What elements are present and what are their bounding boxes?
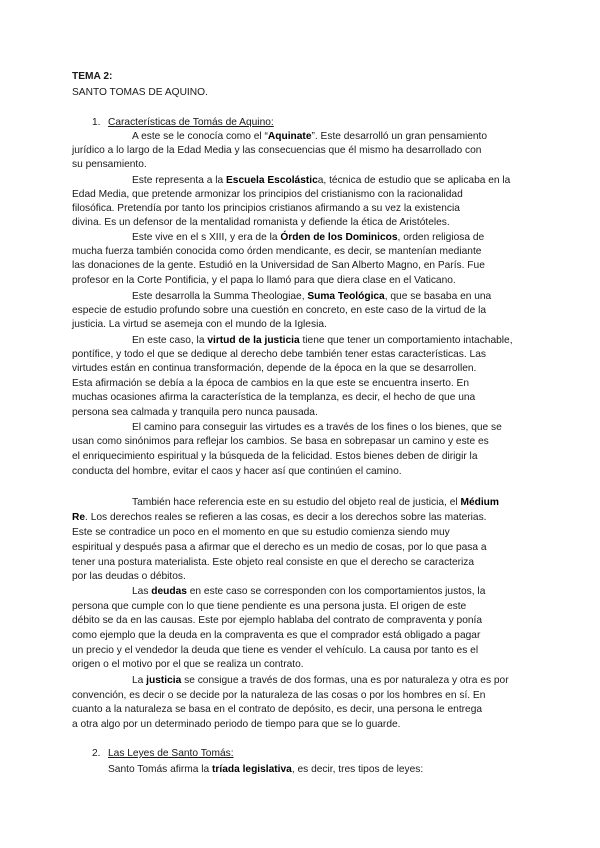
paragraph-line: débito se da en las causas. Este por ejemplo hablaba del contrato de compraventa y ponía [72,615,483,626]
paragraph-line: A este se le conocía como el “Aquinate”. Este desarrolló un gran pensamiento [132,131,488,142]
paragraph-line: conducta del hombre, evitar el caos y hacer así que continúen el camino. [72,466,402,477]
paragraph-line: Las deudas en este caso se corresponden con los comportamientos justos, la [132,586,486,597]
paragraph-line: especie de estudio profundo sobre una cuestión en concreto, en este caso de la virtud de la [72,305,487,316]
paragraph-line: a otra algo por un determinado periodo de tiempo para que se lo guarde. [72,719,401,730]
paragraph-line: Re. Los derechos reales se refieren a las cosas, es decir a los derechos sobre las materias. [72,512,487,523]
tema-heading: TEMA 2: [72,71,113,82]
section-1-number: 1. [92,117,101,128]
paragraph-line: El camino para conseguir las virtudes es a través de los fines o los bienes, que se [132,422,502,433]
paragraph-line: Esta afirmación se debía a la época de cambios en la que este se encuentra inserto. En [72,378,469,389]
paragraph-line: como ejemplo que la deuda en la compraventa es que el comprador está obligado a pagar [72,630,481,641]
paragraph-line: En este caso, la virtud de la justicia tiene que tener un comportamiento intachable, [132,335,513,346]
paragraph-line: profesor en la Corte Pontificia, y el papa lo llamó para que diera clase en el Vaticano. [72,275,456,286]
paragraph-line: pontífice, y todo el que se dedique al derecho debe también tener estas características. Las [72,349,486,360]
paragraph-line: persona sea calmada y tranquila pero nunca pausada. [72,407,318,418]
paragraph-line: virtudes están en continua transformación, depende de la época en la que se desarrollen. [72,363,477,374]
paragraph-line: Edad Media, que pretende armonizar los principios del cristianismo con la racionalidad [72,189,463,200]
section-1-heading: Características de Tomás de Aquino: [108,117,274,128]
paragraph-line: espiritual y después pasa a afirmar que el derecho es un medio de cosas, por lo que pasa a [72,542,487,553]
paragraph-line: filosófica. Pretendía por tanto los principios cristianos afirmando a su vez la existencia [72,203,460,214]
paragraph-line: muchas ocasiones afirma la característica de la templanza, es decir, el hecho de que una [72,392,476,403]
paragraph-line: Este desarrolla la Summa Theologiae, Suma Teológica, que se basaba en una [132,291,492,302]
section-2-heading: Las Leyes de Santo Tomás: [108,748,234,759]
paragraph-line: mucha fuerza también conocida como órden mendicante, es decir, se mantenían mediante [72,246,482,257]
paragraph-line: Este vive en el s XIII, y era de la Órden de los Dominicos, orden religiosa de [132,232,485,243]
paragraph-line: las donaciones de la gente. Estudió en la Universidad de San Alberto Magno, en París. Fue [72,260,485,271]
paragraph-line: el enriquecimiento espiritual y la búsqueda de la felicidad. Estos bienes deben de dirigir la [72,451,478,462]
paragraph-line: La justicia se consigue a través de dos formas, una es por naturaleza y otra es por [132,675,509,686]
paragraph-line: cuanto a la naturaleza se basa en el contrato de depósito, es decir, una persona le entrega [72,704,483,715]
document-subtitle: SANTO TOMAS DE AQUINO. [72,87,208,98]
paragraph-line: divina. Es un defensor de la mentalidad romanista y defiende la ética de Aristóteles. [72,217,450,228]
paragraph-line: por las deudas o débitos. [72,571,186,582]
paragraph-line: jurídico a lo largo de la Edad Media y las consecuencias que él mismo ha desarrollado con [72,145,482,156]
paragraph-line: usan como sinónimos para reflejar los cambios. Se basa en sobrepasar un camino y este es [72,436,489,447]
paragraph-line: origen o el motivo por el que se realiza un contrato. [72,659,304,670]
paragraph-line: También hace referencia este en su estudio del objeto real de justicia, el Médium [132,497,499,508]
paragraph-line: un precio y el vendedor la deuda que tiene es vender el vehículo. La causa por tanto es el [72,645,479,656]
paragraph-line: tener una postura materialista. Este objeto real consiste en que el derecho se caracteriza [72,557,475,568]
paragraph-line: Este se contradice un poco en el momento en que su estudio comienza siendo muy [72,527,450,538]
paragraph-line: persona que cumple con lo que tiene pendiente es una persona justa. El origen de este [72,601,467,612]
paragraph-line: convención, es decir o se decide por la naturaleza de las cosas o por los hombres en sí. En [72,690,486,701]
paragraph-line: Santo Tomás afirma la tríada legislativa, es decir, tres tipos de leyes: [108,764,424,775]
paragraph-line: su pensamiento. [72,159,147,170]
paragraph-line: justicia. La virtud se asemeja con el mundo de la Iglesia. [72,319,327,330]
paragraph-line: Este representa a la Escuela Escolástica, técnica de estudio que se aplicaba en la [132,175,511,186]
section-2-number: 2. [92,748,101,759]
